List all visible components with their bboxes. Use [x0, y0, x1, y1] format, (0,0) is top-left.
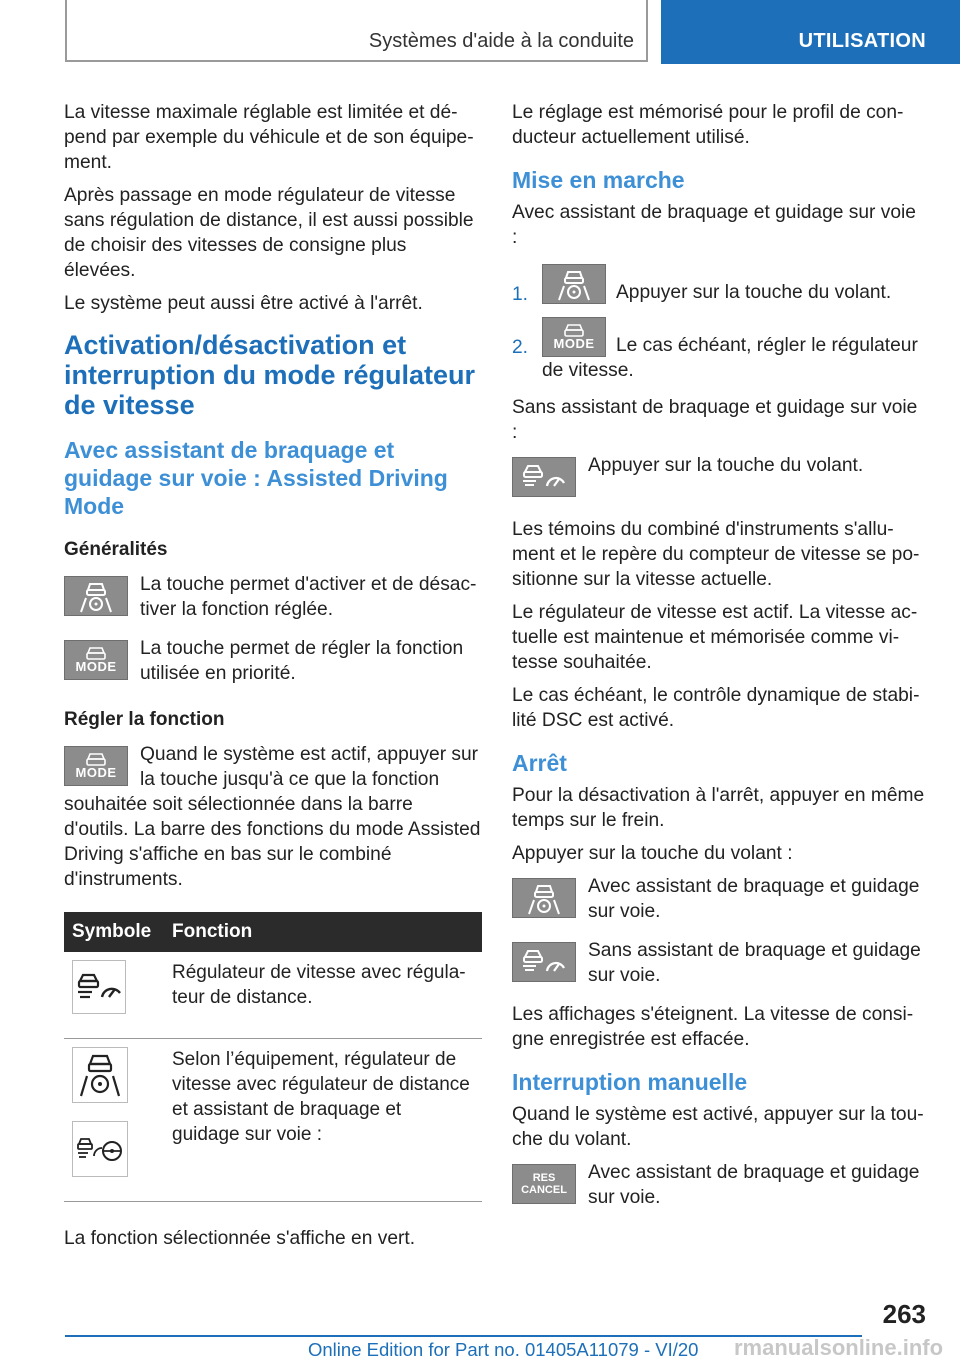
press-text: Appuyer sur la touche du volant. [588, 455, 864, 476]
step-text: Appuyer sur la touche du volant. [616, 282, 892, 303]
paragraph: Pour la désactivation à l'arrêt, appuyer en même temps sur le frein. [512, 785, 925, 831]
heading-stop: Arrêt [512, 750, 567, 776]
page-footer [0, 1295, 960, 1362]
list-item [512, 317, 926, 383]
section-heading: Activation/désactivation et interruption du mode régulateur de vitesse [64, 330, 476, 420]
assist-steering-button-icon [512, 878, 576, 918]
table-cell-function: Selon l’équipement, régulateur de vitesse avec régulateur de distance et assistant de braquage et guidage sur voie : [164, 1039, 482, 1202]
stop-item [512, 874, 926, 924]
stop-item [512, 938, 926, 988]
paragraph: Le régulateur de vitesse est actif. La vitesse ac-tuelle est maintenue et mémorisée comme vi-tesse souhaitée. [512, 602, 918, 673]
heading-general: Généralités [64, 539, 168, 560]
paragraph: Sans assistant de braquage et guidage sur voie : [512, 397, 918, 443]
paragraph: Les témoins du combiné d'instruments s'allu-ment et le repère du compteur de vitesse se po-sitionne sur la vitesse actuelle. [512, 519, 920, 590]
heading-interrupt: Interruption manuelle [512, 1069, 748, 1095]
paragraph: La vitesse maximale réglable est limitée et dé-pend par exemple du véhicule et de son équipe-ment. [64, 102, 474, 173]
general-item [64, 636, 482, 686]
right-column [512, 100, 926, 1224]
symbol-table [64, 912, 482, 1202]
list-item [512, 264, 926, 305]
paragraph: Le cas échéant, le contrôle dynamique de stabi-lité DSC est activé. [512, 685, 920, 731]
mode-label: MODE [75, 765, 117, 780]
table-row [64, 1039, 482, 1202]
table-cell-function: Régulateur de vitesse avec régula-teur de distance. [164, 952, 482, 1039]
step-list [512, 264, 926, 383]
paragraph: Quand le système est activé, appuyer sur la tou-che du volant. [512, 1104, 924, 1150]
press-item [512, 453, 926, 503]
step-text: Le cas échéant, régler le régulateur de vitesse. [542, 335, 918, 381]
table-header-function: Fonction [164, 912, 482, 952]
heading-regler: Régler la fonction [64, 709, 225, 730]
general-text: La touche permet de régler la fonction utilisée en priorité. [140, 638, 464, 684]
subsection-heading: Avec assistant de braquage et guidage sur voie : Assisted Driving Mode [64, 437, 448, 519]
cancel-label: CANCEL [521, 1184, 567, 1196]
paragraph: La fonction sélectionnée s'affiche en vert. [64, 1228, 416, 1249]
mode-label: MODE [553, 336, 595, 351]
table-row [64, 952, 482, 1039]
paragraph: Appuyer sur la touche du volant : [512, 843, 793, 864]
regler-text: Quand le système est actif, appuyer sur la touche jusqu'à ce que la fonction souhaitée soit sélectionnée dans la barre d'outils. La barre des fonctions du mode Assisted Driving s'affiche en bas sur le combiné d'instruments. [64, 744, 481, 890]
step-number: 2. [512, 337, 529, 358]
assist-steering-button-icon [542, 264, 606, 304]
heading-start: Mise en marche [512, 167, 685, 193]
section-header-box [65, 0, 648, 62]
paragraph: Le système peut aussi être activé à l'arrêt. [64, 293, 423, 314]
steering-assist-symbol-icon [72, 1047, 128, 1103]
paragraph: Après passage en mode régulateur de vitesse sans régulation de distance, il est aussi possible de choisir des vitesses de consigne plus élevées. [64, 185, 474, 281]
cruise-distance-button-icon [512, 942, 576, 982]
paragraph: Le réglage est mémorisé pour le profil de con-ducteur actuellement utilisé. [512, 102, 904, 148]
page-header [0, 0, 960, 66]
left-column [64, 100, 482, 1259]
stop-text: Sans assistant de braquage et guidage sur voie. [588, 940, 921, 986]
cruise-distance-button-icon [512, 457, 576, 497]
paragraph: Les affichages s'éteignent. La vitesse de consi-gne enregistrée est effacée. [512, 1004, 914, 1050]
mode-button-icon [542, 317, 606, 357]
general-text: La touche permet d'activer et de désac-tiver la fonction réglée. [140, 574, 477, 620]
page-number: 263 [882, 1299, 926, 1329]
table-header-symbol: Symbole [64, 912, 164, 952]
chapter-tab [661, 0, 960, 64]
general-item [64, 572, 482, 622]
stop-text: Avec assistant de braquage et guidage sur voie. [588, 876, 920, 922]
cruise-distance-symbol-icon [72, 960, 126, 1014]
mode-label: MODE [75, 659, 117, 674]
res-cancel-button-icon [512, 1164, 576, 1204]
res-label: RES [532, 1172, 556, 1184]
interrupt-item [512, 1160, 926, 1210]
mode-button-icon [64, 746, 128, 786]
section-title: Systèmes d'aide à la conduite [368, 30, 634, 52]
assist-steering-button-icon [64, 576, 128, 616]
step-number: 1. [512, 284, 529, 305]
paragraph: Avec assistant de braquage et guidage sur voie : [512, 202, 916, 248]
interrupt-text: Avec assistant de braquage et guidage sur voie. [588, 1162, 920, 1208]
mode-button-icon [64, 640, 128, 680]
edition-text: Online Edition for Part no. 01405A11079 - VI/20 [308, 1339, 699, 1360]
watermark: rmanualsonline.info [734, 1335, 944, 1360]
chapter-tab-label: UTILISATION [798, 30, 926, 52]
steering-wheel-distance-symbol-icon [72, 1121, 128, 1177]
regler-item [64, 742, 482, 892]
